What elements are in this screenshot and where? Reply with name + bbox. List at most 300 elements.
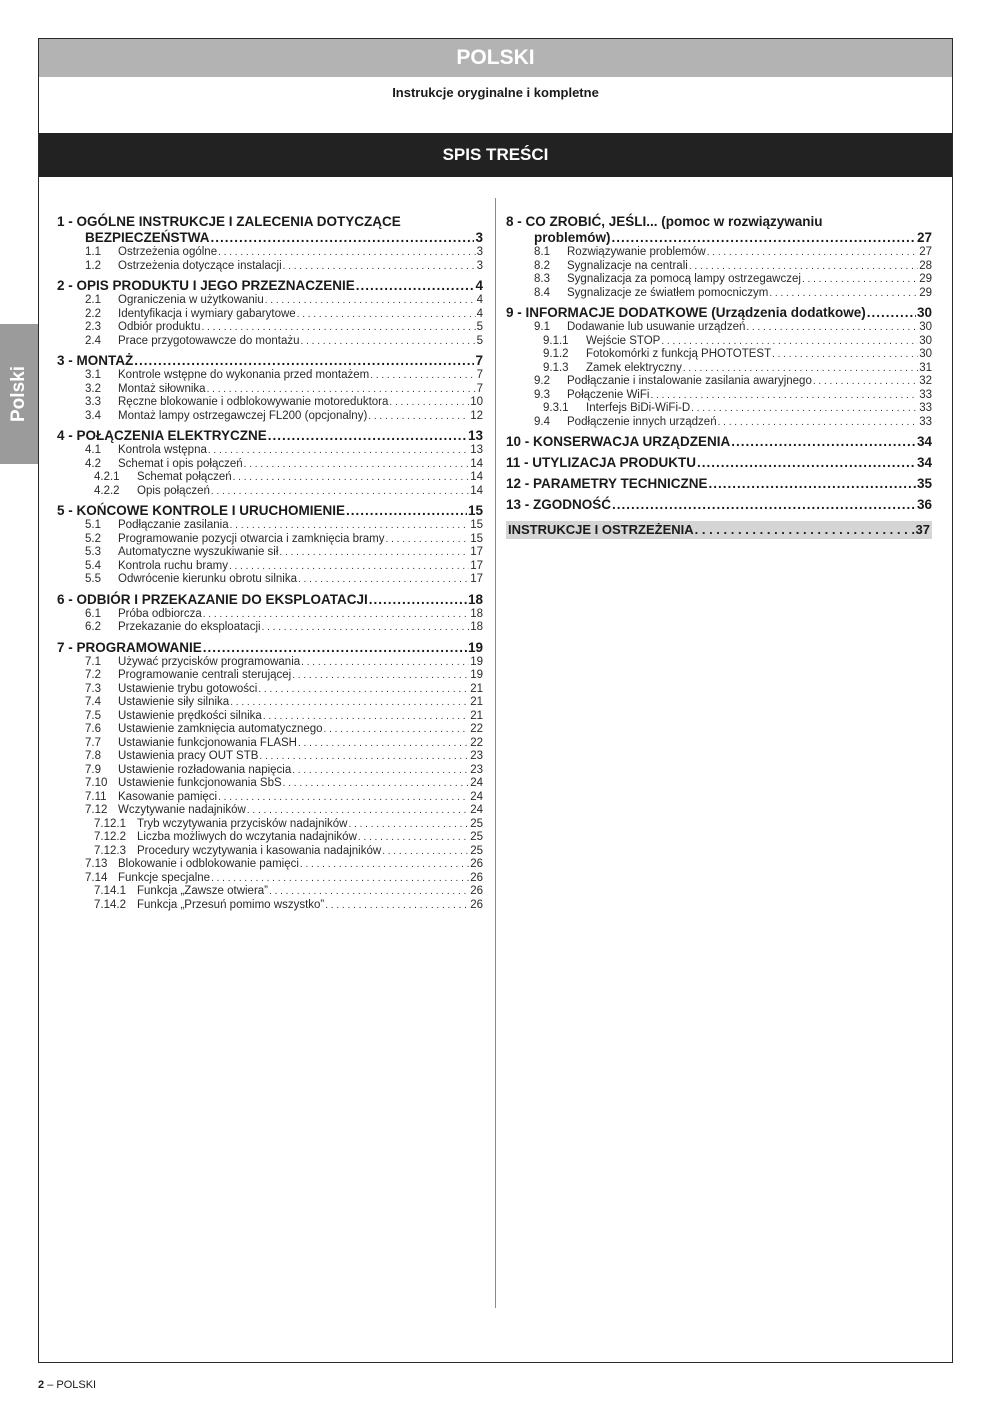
- toc-subsection-title: [57, 621, 261, 635]
- toc-page-number: 18: [470, 621, 483, 633]
- toc-entry-title: 5 - KOŃCOWE KONTROLE I URUCHOMIENIE: [57, 503, 346, 518]
- toc-subsection-title: [57, 608, 202, 622]
- toc-subsection-text: Odbiór produktu: [118, 321, 201, 333]
- toc-section: [57, 640, 483, 913]
- toc-section-heading: [57, 640, 483, 656]
- toc-subsection-link[interactable]: [57, 899, 483, 913]
- toc-page-number: 30: [919, 348, 932, 360]
- toc-section-heading: [57, 428, 483, 444]
- dot-leader: [612, 497, 916, 513]
- toc-subsection: [57, 335, 483, 349]
- toc-subsection-text: Ograniczenia w użytkowaniu: [118, 294, 264, 306]
- toc-subsection-link[interactable]: [506, 287, 932, 301]
- dot-leader: [292, 669, 469, 683]
- dot-leader: [707, 246, 919, 260]
- toc-subsection-link[interactable]: [57, 683, 483, 697]
- toc-subsection-link[interactable]: [57, 444, 483, 458]
- toc-page-number: 34: [916, 434, 932, 449]
- toc-subsection-link[interactable]: [57, 369, 483, 383]
- toc-section-link[interactable]: [506, 476, 932, 492]
- dot-leader: [301, 335, 476, 349]
- toc-subsection-number: 9.1.2: [543, 348, 569, 360]
- toc-section-heading: [506, 497, 932, 513]
- toc-subsection-link[interactable]: [57, 458, 483, 472]
- toc-entry-title: 9 - INFORMACJE DODATKOWE (Urządzenia dodatkowe): [506, 305, 866, 320]
- toc-page-number: 7: [476, 369, 483, 381]
- toc-subsection-number: 9.3.1: [543, 402, 569, 414]
- toc-subsection-number: 4.2: [85, 457, 101, 470]
- toc-subsection-text: Ustawianie funkcjonowania FLASH: [118, 736, 297, 749]
- toc-subsection-title: [506, 389, 649, 403]
- toc-page-number: 33: [919, 415, 932, 428]
- toc-subsection-number: 5.1: [85, 519, 101, 531]
- toc-entry-title: problemów): [534, 230, 611, 245]
- toc-subsection-number: 3.3: [85, 396, 101, 408]
- toc-section-link[interactable]: [506, 305, 932, 321]
- toc-subsection-link[interactable]: [57, 845, 483, 859]
- toc-subsection-number: 7.12.3: [94, 844, 126, 857]
- toc-page-number: 36: [916, 497, 932, 512]
- toc-entry-title: 10 - KONSERWACJA URZĄDZENIA: [506, 434, 731, 449]
- toc-subsection-title: [57, 858, 299, 872]
- dot-leader: [683, 362, 918, 376]
- toc-subsection-text: Automatyczne wyszukiwanie sił: [118, 546, 279, 558]
- toc-subsection-text: Montaż siłownika: [118, 382, 206, 395]
- toc-subsection-text: Funkcje specjalne: [118, 871, 211, 884]
- toc-section-heading: [57, 278, 483, 294]
- language-title: POLSKI: [456, 46, 535, 69]
- toc-subsection-number: 7.1: [85, 655, 101, 668]
- toc-title: SPIS TREŚCI: [442, 145, 549, 164]
- toc-subsection-title: [57, 710, 262, 724]
- dot-leader: [230, 696, 469, 710]
- toc-subsection-text: Tryb wczytywania przycisków nadajników: [137, 817, 348, 830]
- toc-subsection-title: [506, 362, 682, 376]
- toc-subsection-number: 7.5: [85, 709, 101, 722]
- toc-subsection-link[interactable]: [57, 710, 483, 724]
- page-footer: [38, 1379, 96, 1391]
- toc-subsection-link[interactable]: [57, 335, 483, 349]
- toc-subsection: [57, 369, 483, 383]
- toc-subsection-link[interactable]: [57, 764, 483, 778]
- toc-subsection-link[interactable]: [57, 246, 483, 260]
- toc-subsection-link[interactable]: [57, 831, 483, 845]
- toc-subsection: [57, 308, 483, 322]
- toc-subsection-number: 6.2: [85, 621, 101, 633]
- toc-subsection-number: 3.4: [85, 409, 101, 422]
- toc-page-number: 21: [470, 709, 483, 722]
- toc-subsection-number: 5.5: [85, 573, 101, 585]
- toc-subsection-number: 1.1: [85, 246, 101, 258]
- toc-subsection: [57, 777, 483, 791]
- toc-subsection-number: 6.1: [85, 607, 101, 620]
- toc-final-link[interactable]: [508, 521, 930, 539]
- toc-subsection-link[interactable]: [57, 383, 483, 397]
- toc-subsection-text: Fotokomórki z funkcją PHOTOTEST: [586, 348, 772, 360]
- toc-subsection: [57, 383, 483, 397]
- toc-subsection: [57, 872, 483, 886]
- toc-subsection-text: Procedury wczytywania i kasowania nadajników: [137, 844, 382, 857]
- toc-subsection-text: Ostrzeżenia dotyczące instalacji: [118, 259, 282, 272]
- toc-section-link[interactable]: [57, 230, 483, 246]
- toc-subsection-link[interactable]: [506, 348, 932, 362]
- toc-subsection-number: 9.1.1: [543, 334, 569, 347]
- toc-subsection-text: Sygnalizacje na centrali: [567, 259, 688, 272]
- dot-leader: [283, 777, 470, 791]
- toc-subsection-link[interactable]: [57, 669, 483, 683]
- dot-leader: [300, 858, 469, 872]
- toc-subsection-title: [57, 723, 323, 737]
- toc-page-number: 30: [916, 305, 932, 320]
- toc-subsection: [57, 621, 483, 635]
- toc-page-number: 17: [470, 573, 483, 585]
- toc-section-link[interactable]: [57, 592, 483, 608]
- toc-subsection-text: Liczba możliwych do wczytania nadajników: [137, 831, 357, 843]
- toc-section-link[interactable]: [506, 230, 932, 246]
- toc-page-number: 4: [476, 294, 483, 306]
- dot-leader: [269, 885, 469, 899]
- toc-subsection-title: [57, 656, 300, 670]
- toc-subsection-link[interactable]: [57, 777, 483, 791]
- toc-subsection-number: 7.8: [85, 750, 101, 762]
- toc-subsection-title: [506, 416, 717, 430]
- footer-text: – POLSKI: [47, 1379, 97, 1391]
- dot-leader: [229, 560, 469, 574]
- toc-page-number: 30: [919, 334, 932, 347]
- toc-page-number: 33: [919, 388, 932, 401]
- toc-subsection-text: Montaż lampy ostrzegawczej FL200 (opcjonalny): [118, 409, 368, 422]
- toc-entry-title: 11 - UTYLIZACJA PRODUKTU: [506, 455, 697, 470]
- toc-subsection: [57, 471, 483, 485]
- toc-section-link[interactable]: [506, 434, 932, 450]
- toc-subsection-link[interactable]: [506, 321, 932, 335]
- toc-subsection: [57, 444, 483, 458]
- toc-subsection-title: [57, 560, 228, 574]
- toc-page-number: 14: [470, 484, 483, 497]
- toc-page-number: 5: [476, 321, 483, 333]
- dot-leader: [298, 573, 469, 587]
- toc-subsection-number: 2.4: [85, 334, 101, 347]
- toc-subsection-link[interactable]: [57, 804, 483, 818]
- toc-subsection-link[interactable]: [57, 608, 483, 622]
- toc-subsection-link[interactable]: [57, 485, 483, 499]
- toc-subsection: [57, 669, 483, 683]
- dot-leader: [650, 389, 918, 403]
- toc-subsection-link[interactable]: [506, 273, 932, 287]
- toc-section: [57, 278, 483, 348]
- dot-leader: [298, 737, 469, 751]
- toc-subsection: [57, 737, 483, 751]
- toc-subsection-text: Ręczne blokowanie i odblokowywanie motoreduktora: [118, 396, 389, 408]
- toc-subsection-text: Podłączanie zasilania: [118, 519, 229, 531]
- toc-subsection-link[interactable]: [57, 858, 483, 872]
- toc-subsection-number: 7.12.2: [94, 831, 126, 843]
- dot-leader: [769, 287, 918, 301]
- toc-subsection-title: [57, 396, 388, 410]
- toc-subsection-link[interactable]: [57, 321, 483, 335]
- toc-section-link[interactable]: [506, 455, 932, 471]
- toc-section: [506, 434, 932, 450]
- toc-subsection-text: Ustawienie prędkości silnika: [118, 709, 262, 722]
- toc-page-number: 7: [476, 382, 483, 395]
- toc-subsection-text: Programowanie centrali sterującej: [118, 669, 292, 681]
- toc-subsection-link[interactable]: [506, 335, 932, 349]
- dot-leader: [134, 353, 474, 369]
- dot-leader: [262, 621, 470, 635]
- toc-subsection-text: Ustawienie rozładowania napięcia: [118, 763, 292, 776]
- toc-subsection-text: Przekazanie do eksploatacji: [118, 621, 261, 633]
- toc-section-heading: [506, 476, 932, 492]
- toc-subsection-link[interactable]: [57, 396, 483, 410]
- toc-subsection-link[interactable]: [57, 519, 483, 533]
- toc-subsection-text: Podłączanie i instalowanie zasilania awaryjnego: [567, 375, 812, 387]
- toc-page-number: 5: [476, 334, 483, 347]
- toc-section-heading-line: 1 - OGÓLNE INSTRUKCJE I ZALECENIA DOTYCZĄCE: [57, 214, 401, 229]
- toc-subsection: [57, 485, 483, 499]
- dot-leader: [211, 485, 469, 499]
- dot-leader: [297, 308, 476, 322]
- toc-entry-title: INSTRUKCJE I OSTRZEŻENIA: [508, 522, 694, 537]
- toc-section-link[interactable]: [57, 640, 483, 656]
- toc-subsection-number: 7.11: [85, 790, 107, 803]
- toc-subsection-title: [57, 458, 243, 472]
- toc-subsection-text: Ustawienie zamknięcia automatycznego: [118, 723, 323, 735]
- toc-subsection-title: [506, 402, 690, 416]
- toc-subsection-link[interactable]: [57, 791, 483, 805]
- toc-subsection-link[interactable]: [57, 560, 483, 574]
- toc-subsection-title: [57, 831, 357, 845]
- toc-subsection: [506, 335, 932, 349]
- toc-subsection: [57, 260, 483, 274]
- toc-subsection-number: 7.4: [85, 696, 101, 708]
- toc-section: [506, 476, 932, 492]
- toc-subsection-number: 7.14.2: [94, 898, 126, 911]
- toc-page-number: 23: [470, 763, 483, 776]
- dot-leader: [369, 592, 467, 608]
- toc-section-link[interactable]: [57, 278, 483, 294]
- toc-subsection-link[interactable]: [57, 533, 483, 547]
- language-side-tab: [0, 324, 38, 464]
- dot-leader: [265, 294, 476, 308]
- dot-leader: [697, 455, 916, 471]
- dot-leader: [389, 396, 469, 410]
- toc-subsection: [506, 321, 932, 335]
- toc-subsection-link[interactable]: [506, 375, 932, 389]
- toc-subsection: [506, 273, 932, 287]
- toc-subsection: [57, 831, 483, 845]
- dot-leader: [324, 723, 470, 737]
- toc-subsection-text: Prace przygotowawcze do montażu: [118, 334, 300, 347]
- toc-section-heading: [57, 214, 483, 246]
- toc-subsection-title: [57, 321, 200, 335]
- toc-subsection-title: [57, 383, 206, 397]
- toc-entry-title: 2 - OPIS PRODUKTU I JEGO PRZEZNACZENIE: [57, 278, 355, 293]
- toc-subsection-text: Dodawanie lub usuwanie urządzeń: [567, 321, 746, 333]
- dot-leader: [201, 321, 475, 335]
- toc-page-number: 4: [476, 307, 483, 320]
- toc-section-heading: [57, 592, 483, 608]
- toc-subsection-text: Połączenie WiFi: [567, 388, 650, 401]
- toc-subsection-number: 9.4: [534, 415, 550, 428]
- toc-subsection: [506, 287, 932, 301]
- toc-subsection-title: [57, 485, 210, 499]
- toc-subsection-number: 2.2: [85, 307, 101, 320]
- toc-subsection: [506, 260, 932, 274]
- toc-subsection-title: [57, 764, 291, 778]
- toc-page-number: 29: [919, 286, 932, 299]
- toc-page-number: 15: [470, 532, 483, 545]
- toc-subsection-number: 8.3: [534, 273, 550, 285]
- toc-page-number: 17: [470, 559, 483, 572]
- toc-page-number: 25: [470, 844, 483, 857]
- toc-subsection-title: [506, 335, 660, 349]
- toc-section: [57, 353, 483, 423]
- column-divider: [495, 198, 496, 1308]
- toc-subsection: [57, 410, 483, 424]
- toc-subsection-title: [57, 573, 297, 587]
- dot-leader: [731, 434, 916, 450]
- toc-page-number: 31: [919, 361, 932, 374]
- toc-section: [506, 305, 932, 429]
- toc-section: [57, 214, 483, 273]
- toc-subsection-link[interactable]: [57, 885, 483, 899]
- toc-subsection-title: [57, 885, 268, 899]
- dot-leader: [247, 804, 469, 818]
- toc-page-number: 19: [467, 639, 483, 655]
- toc-subsection-title: [57, 899, 324, 913]
- toc-subsection-text: Odwrócenie kierunku obrotu silnika: [118, 573, 297, 585]
- toc-subsection-title: [57, 791, 217, 805]
- toc-section-heading: [506, 455, 932, 471]
- toc-subsection-link[interactable]: [57, 656, 483, 670]
- toc-subsection-title: [506, 348, 771, 362]
- toc-subsection-text: Podłączenie innych urządzeń: [567, 415, 717, 428]
- dot-leader: [813, 375, 918, 389]
- dot-leader: [258, 683, 469, 697]
- toc-subsection-number: 5.4: [85, 559, 101, 572]
- toc-subsection: [57, 723, 483, 737]
- toc-page-number: 25: [470, 831, 483, 843]
- toc-title-bar: [39, 133, 952, 177]
- dot-leader: [211, 230, 475, 246]
- toc-subsection-number: 7.2: [85, 669, 101, 681]
- toc-subsection-title: [57, 777, 282, 791]
- toc-page-number: 3: [476, 246, 483, 258]
- toc-subsection-text: Funkcja „Przesuń pomimo wszystko”: [137, 898, 325, 911]
- toc-section-link[interactable]: [57, 503, 483, 519]
- toc-subsection: [506, 375, 932, 389]
- toc-page-number: 32: [919, 375, 932, 387]
- toc-subsection: [57, 533, 483, 547]
- dot-leader: [718, 416, 919, 430]
- toc-subsection-number: 7.3: [85, 682, 101, 695]
- dot-leader: [612, 230, 916, 246]
- toc-subsection-title: [57, 246, 217, 260]
- toc-entry-title: 7 - PROGRAMOWANIE: [57, 639, 202, 655]
- toc-subsection-title: [506, 321, 745, 335]
- toc-subsection-link[interactable]: [57, 471, 483, 485]
- toc-subsection-text: Programowanie pozycji otwarcia i zamknięcia bramy: [118, 532, 385, 545]
- toc-page-number: 19: [470, 655, 483, 668]
- dot-leader: [263, 710, 469, 724]
- toc-subsection-text: Funkcja „Zawsze otwiera”: [137, 885, 269, 897]
- toc-subsection-number: 7.7: [85, 736, 101, 749]
- toc-subsection-link[interactable]: [506, 416, 932, 430]
- dot-leader: [772, 348, 918, 362]
- toc-subsection: [57, 683, 483, 697]
- toc-subsection-title: [57, 818, 347, 832]
- toc-subsection-text: Interfejs BiDi-WiFi-D: [586, 402, 691, 414]
- toc-page-number: 37: [915, 522, 930, 537]
- toc-subsection-link[interactable]: [57, 723, 483, 737]
- toc-section-heading: [57, 353, 483, 369]
- toc-page-number: 33: [919, 402, 932, 414]
- toc-section: [506, 214, 932, 300]
- toc-subsection-title: [57, 696, 229, 710]
- toc-page-number: 26: [470, 858, 483, 870]
- toc-subsection-text: Wejście STOP: [586, 334, 661, 347]
- toc-subsection-link[interactable]: [57, 294, 483, 308]
- toc-subsection-link[interactable]: [57, 308, 483, 322]
- toc-final-entry: [506, 521, 932, 539]
- dot-leader: [348, 818, 469, 832]
- toc-left-column: [57, 214, 483, 917]
- toc-section-link[interactable]: [506, 497, 932, 513]
- toc-subsection-link[interactable]: [57, 546, 483, 560]
- toc-section-link[interactable]: [57, 353, 483, 369]
- toc-subsection-text: Kontrole wstępne do wykonania przed montażem: [118, 369, 370, 381]
- toc-page-number: 35: [916, 476, 932, 491]
- toc-page-number: 30: [919, 321, 932, 333]
- toc-subsection-link[interactable]: [57, 621, 483, 635]
- toc-page-number: 18: [467, 591, 483, 607]
- toc-subsection-link[interactable]: [57, 737, 483, 751]
- toc-subsection-link[interactable]: [506, 362, 932, 376]
- toc-entry-title: 3 - MONTAŻ: [57, 353, 134, 368]
- toc-subsection-number: 9.2: [534, 375, 550, 387]
- toc-subsection: [57, 546, 483, 560]
- toc-subsection-link[interactable]: [506, 402, 932, 416]
- toc-subsection-link[interactable]: [57, 818, 483, 832]
- toc-subsection-number: 5.2: [85, 532, 101, 545]
- toc-page-number: 3: [476, 259, 483, 272]
- toc-page-number: 23: [470, 750, 483, 762]
- toc-page-number: 18: [470, 607, 483, 620]
- toc-subsection-link[interactable]: [57, 410, 483, 424]
- toc-subsection-title: [506, 246, 706, 260]
- toc-subsection-link[interactable]: [506, 260, 932, 274]
- toc-subsection-number: 5.3: [85, 546, 101, 558]
- toc-subsection-link[interactable]: [57, 872, 483, 886]
- toc-subsection-title: [57, 804, 246, 818]
- toc-subsection-link[interactable]: [57, 260, 483, 274]
- toc-subsection-link[interactable]: [57, 573, 483, 587]
- toc-right-column: [506, 214, 932, 539]
- toc-subsection-title: [57, 471, 232, 485]
- toc-subsection: [57, 458, 483, 472]
- toc-subsection: [57, 845, 483, 859]
- toc-section-link[interactable]: [57, 428, 483, 444]
- toc-subsection-link[interactable]: [506, 389, 932, 403]
- dot-leader: [356, 278, 475, 294]
- toc-subsection-number: 7.6: [85, 723, 101, 735]
- toc-page-number: 24: [470, 777, 483, 789]
- toc-page-number: 13: [470, 444, 483, 456]
- toc-subsection-number: 3.2: [85, 382, 101, 395]
- toc-subsection-link[interactable]: [57, 696, 483, 710]
- toc-subsection-link[interactable]: [506, 246, 932, 260]
- toc-subsection-link[interactable]: [57, 750, 483, 764]
